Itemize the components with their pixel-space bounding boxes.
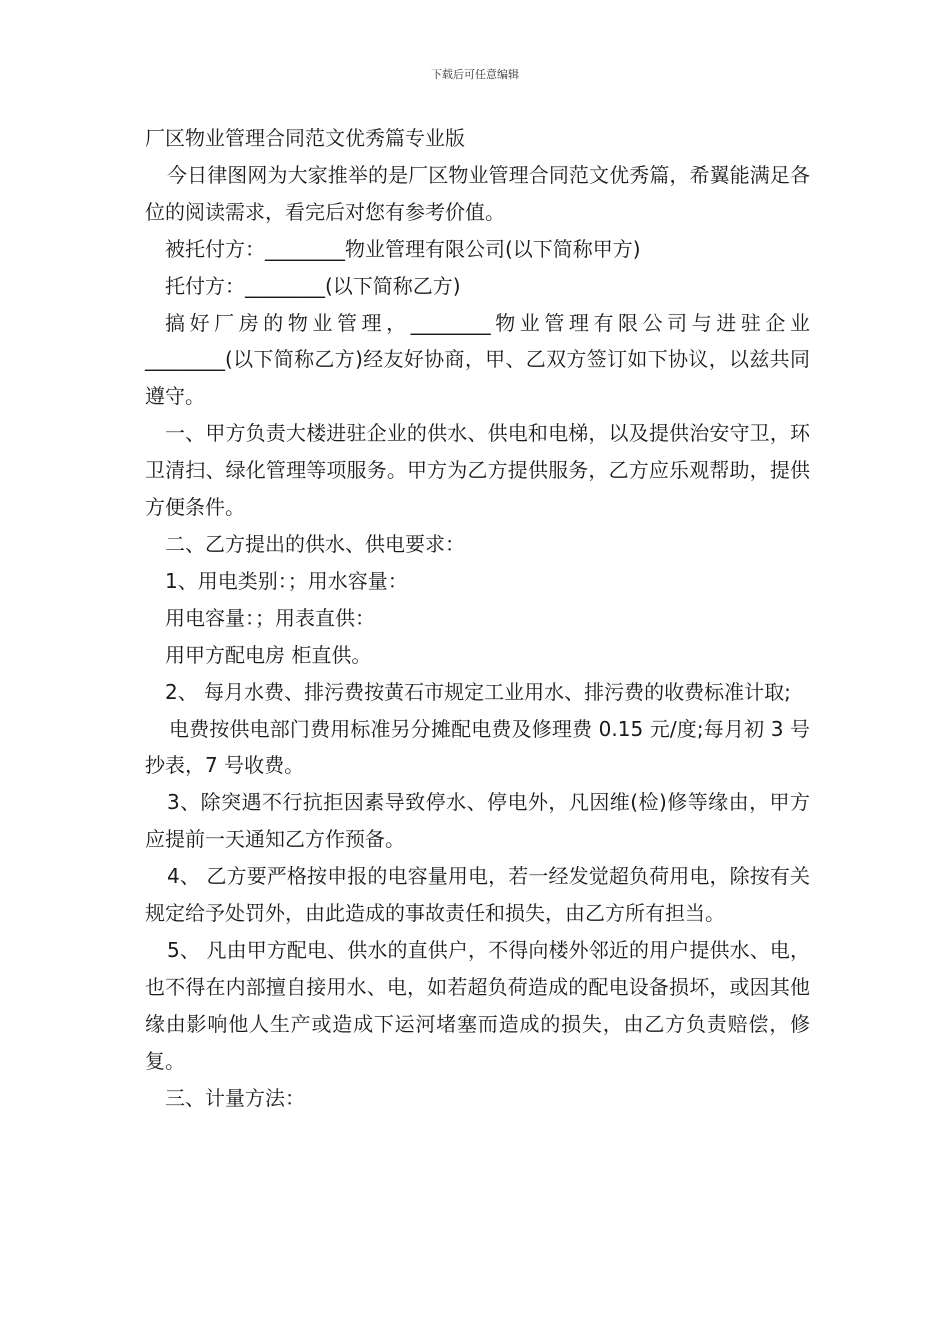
paragraph-item-2: 2、 每月水费、排污费按黄石市规定工业用水、排污费的收费标准计取; [165, 679, 791, 704]
paragraph-clause-1: 一、甲方负责大楼进驻企业的供水、供电和电梯，以及提供治安守卫，环卫清扫、绿化管理等项服务。甲方为乙方提供服务，乙方应乐观帮助，提供方便条件。 [145, 421, 810, 520]
paragraph-party-b: 托付方：________(以下简称乙方) [165, 273, 461, 298]
document-body [145, 120, 810, 1116]
paragraph-party-a: 被托付方：________物业管理有限公司(以下简称甲方) [165, 236, 641, 261]
paragraph-clause-2: 二、乙方提出的供水、供电要求： [165, 531, 465, 556]
paragraph-item-5: 5、 凡由甲方配电、供水的直供户，不得向楼外邻近的用户提供水、电，也不得在内部擅自接用水、电，如若超负荷造成的配电设备损坏，或因其他缘由影响他人生产或造成下运河堵塞而造成的损失，由乙方负责赔偿，修复。 [145, 937, 810, 1073]
paragraph-item-1b: 用电容量：；用表直供： [165, 605, 375, 630]
paragraph-clause-3: 三、计量方法： [165, 1085, 305, 1110]
document-title: 厂区物业管理合同范文优秀篇专业版 [145, 126, 465, 150]
paragraph-item-1c: 用甲方配电房 柜直供。 [165, 642, 372, 667]
paragraph-preamble: 搞好厂房的物业管理，________物业管理有限公司与进驻企业________(以下简称乙方)经友好协商，甲、乙双方签订如下协议，以兹共同遵守。 [145, 310, 810, 409]
paragraph-item-2b: 电费按供电部门费用标准另分摊配电费及修理费 0.15 元/度;每月初 3 号抄表，7 号收费。 [145, 716, 810, 778]
page-header: 下载后可任意编辑 [431, 68, 519, 81]
paragraph-item-3: 3、除突遇不行抗拒因素导致停水、停电外，凡因维(检)修等缘由，甲方应提前一天通知乙方作预备。 [145, 790, 810, 852]
paragraph-item-4: 4、 乙方要严格按申报的电容量用电，若一经发觉超负荷用电，除按有关规定给予处罚外，由此造成的事故责任和损失，由乙方所有担当。 [145, 864, 810, 926]
paragraph-item-1: 1、用电类别：；用水容量： [165, 568, 408, 593]
paragraph-intro: 今日律图网为大家推举的是厂区物业管理合同范文优秀篇，希翼能满足各位的阅读需求，看完后对您有参考价值。 [145, 162, 810, 224]
